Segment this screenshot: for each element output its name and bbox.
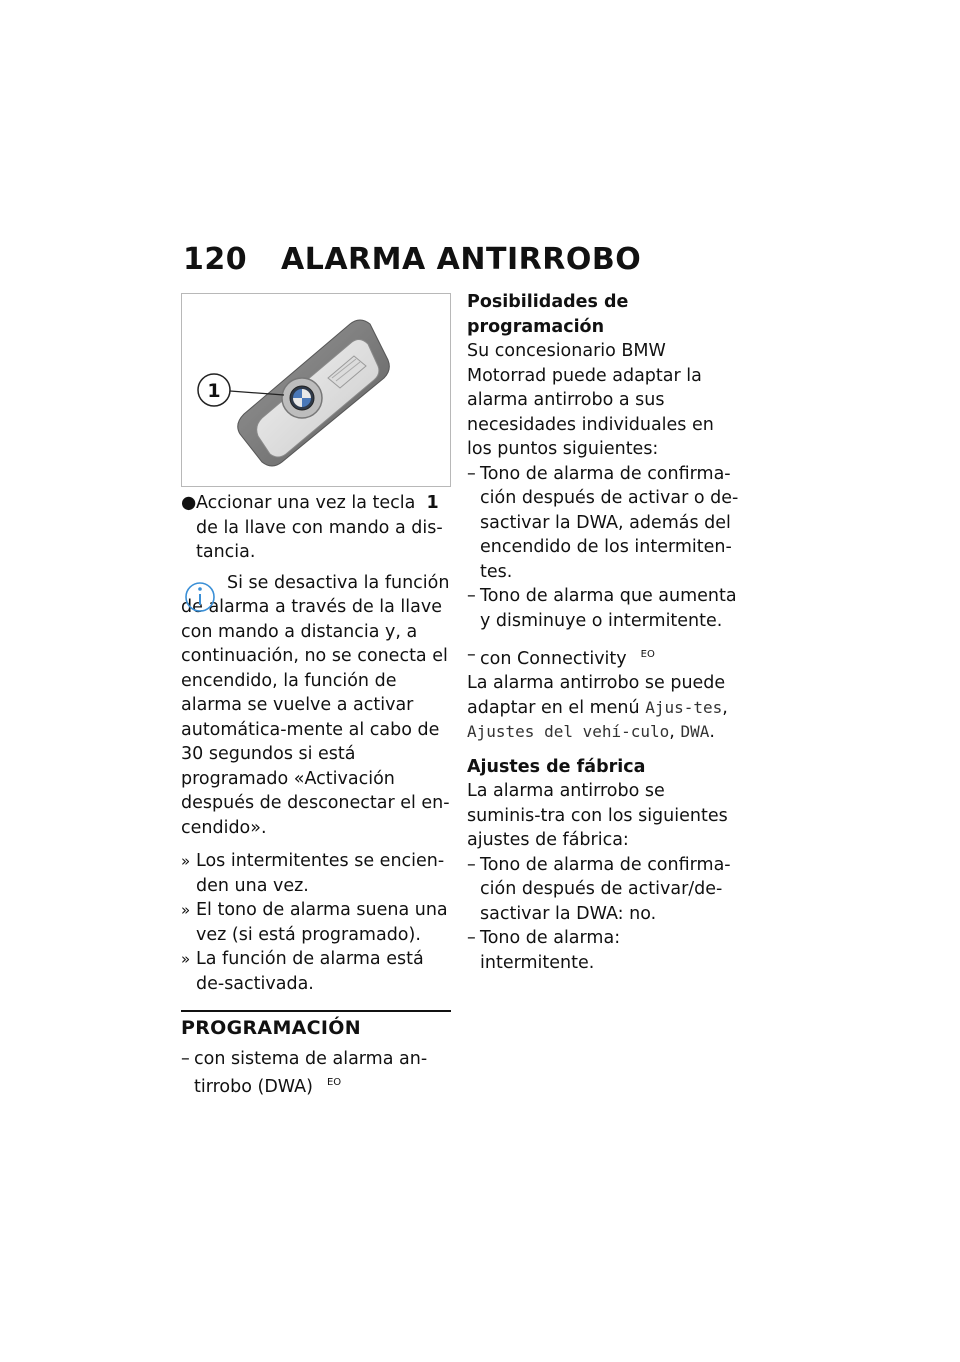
menu-text: La alarma antirrobo se puede adaptar en el menú [467, 673, 726, 718]
factory-text: Tono de alarma de confirma-ción después de activar/de-sactivar la DWA: no. [480, 854, 731, 924]
dash-mark: – [181, 1048, 190, 1069]
dash-mark: – [467, 645, 476, 665]
result-text: El tono de alarma suena una vez (si está programado). [196, 900, 448, 945]
options-intro: Su concesionario BMW Motorrad puede adaptar la alarma antirrobo a sus necesidades individuales en los puntos siguientes: [467, 341, 714, 459]
option-text: Tono de alarma que aumenta y disminuye o intermitente. [480, 586, 737, 631]
page-title: ALARMA ANTIRROBO [281, 242, 642, 277]
factory-text: Tono de alarma: intermitente. [480, 928, 621, 973]
factory-item [467, 926, 739, 975]
step-ref: 1 [426, 493, 439, 513]
result-item [181, 898, 451, 947]
info-icon [181, 573, 223, 615]
left-column [181, 293, 451, 1099]
result-text: Los intermitentes se encien-den una vez. [196, 851, 445, 896]
result-text: La función de alarma está de-sactivada. [196, 949, 424, 994]
step-bullet: ● [181, 493, 197, 513]
step-text: Accionar una vez la tecla [196, 493, 416, 513]
option-item [467, 462, 739, 585]
connectivity-sup: EO [640, 649, 655, 660]
page-number: 120 [183, 242, 248, 277]
condition-item [181, 1047, 451, 1100]
section-divider [181, 1010, 451, 1041]
result-mark: » [181, 901, 191, 919]
section-title: PROGRAMACIÓN [181, 1017, 361, 1039]
menu-paragraph: La alarma antirrobo se puede adaptar en el menú Ajus-tes, Ajustes del vehí-culo, DWA. [467, 673, 728, 743]
result-mark: » [181, 950, 191, 968]
option-text: Tono de alarma de confirma-ción después de activar o de-sactivar la DWA, además del encendido de los intermiten-tes. [480, 463, 739, 582]
result-mark: » [181, 852, 191, 870]
info-note [181, 571, 451, 841]
factory-intro: La alarma antirrobo se suminis-tra con los siguientes ajustes de fábrica: [467, 781, 728, 851]
dash-mark: – [467, 586, 476, 606]
connectivity-text: con Connectivity [480, 648, 627, 669]
connectivity-item [467, 643, 739, 671]
result-item [181, 947, 451, 996]
dash-mark: – [467, 928, 476, 949]
page-header [183, 242, 641, 277]
condition-sup: EO [326, 1077, 342, 1088]
condition-text: con sistema de alarma an-tirrobo (DWA) [194, 1048, 428, 1097]
key-fob-illustration [182, 294, 450, 486]
instruction-step [181, 491, 451, 565]
factory-item [467, 853, 739, 927]
step-text-cont: de la llave con mando a dis-tancia. [196, 517, 443, 562]
dash-mark: – [467, 854, 476, 875]
result-item [181, 849, 451, 898]
menu-path-settings: Ajus-tes [645, 697, 723, 717]
heading-options: Posibilidades de programación [467, 292, 629, 337]
info-text: Si se desactiva la función de alarma a través de la llave con mando a distancia y, a continuación, no se conecta el encendido, la función de alarma se vuelve a activar automática-mente al cabo de 30 segundos si está programado «Activación después de desconectar el en-cendido». [181, 572, 450, 838]
heading-factory: Ajustes de fábrica [467, 756, 646, 777]
dash-mark: – [467, 463, 476, 484]
menu-path-dwa: DWA [680, 722, 710, 742]
menu-path-vehicle: Ajustes del vehí-culo [467, 722, 670, 742]
key-fob-figure [181, 293, 451, 487]
option-item [467, 584, 739, 633]
right-column [467, 290, 739, 975]
figure-callout: 1 [207, 380, 221, 402]
